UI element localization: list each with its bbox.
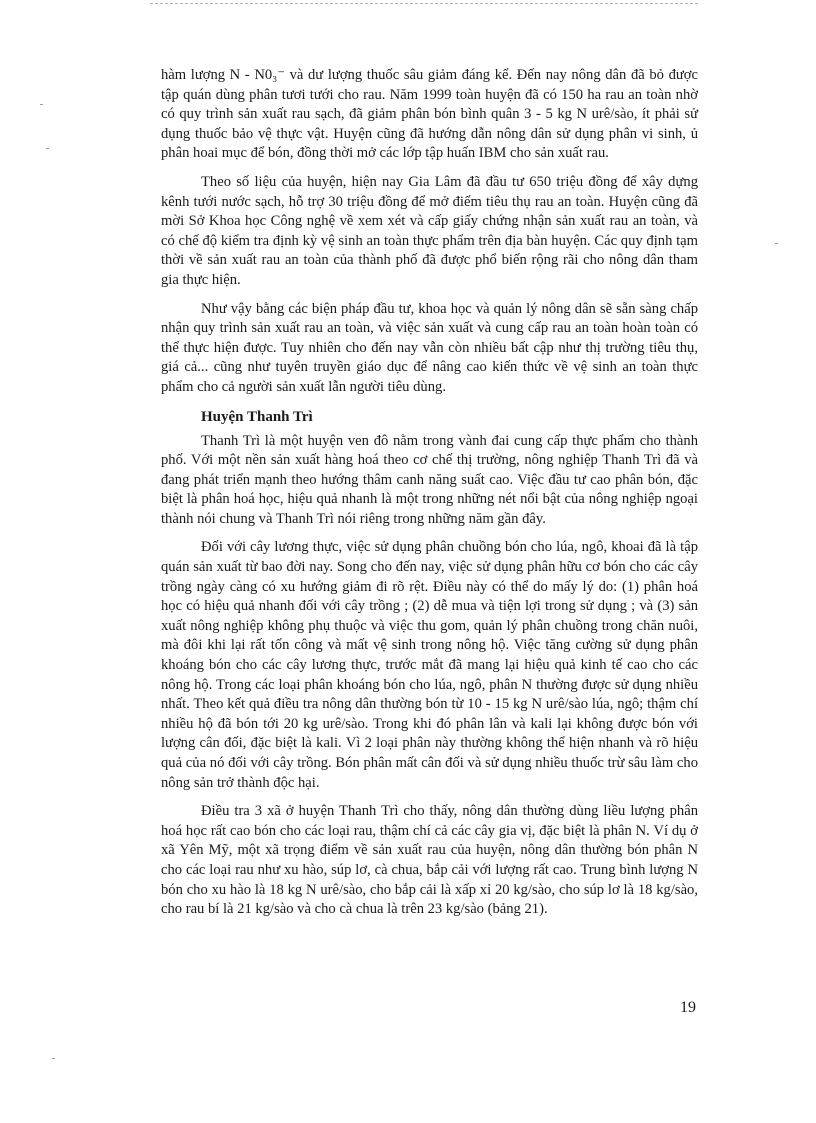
scan-speck — [46, 148, 49, 149]
page-number: 19 — [680, 999, 696, 1016]
paragraph-3: Như vậy bằng các biện pháp đầu tư, khoa học và quản lý nông dân sẽ sẵn sàng chấp nhận quy trình sản xuất rau an toàn, và việc sản xuất và cung cấp rau an toàn hoàn toàn có thể thực hiện được. Tuy nhiên cho đến nay vẫn còn nhiều bất cập như thị trường tiêu thụ, giá cả... cũng như tuyên truyền giáo dục để nâng cao kiến thức về vệ sinh an toàn thực phẩm cho cả người sản xuất lẫn người tiêu dùng. — [161, 300, 698, 395]
scan-speck — [40, 104, 43, 105]
section-heading: Huyện Thanh Trì — [201, 408, 313, 425]
paragraph-1: hàm lượng N - N0₃⁻ và dư lượng thuốc sâu giảm đáng kể. Đến nay nông dân đã bỏ được tập quán dùng phân tươi tưới cho rau. Năm 1999 toàn huyện đã có 150 ha rau an toàn nhờ có quy trình sản xuất rau sạch, đã giảm phân bón bình quân 3 - 5 kg N urê/sào, ít phải sử dụng thuốc bảo vệ thực vật. Huyện cũng đã hướng dẫn nông dân sử dụng phân vi sinh, ủ phân hoai mục để bón, đồng thời mở các lớp tập huấn IBM cho sản xuất rau. — [161, 67, 698, 162]
document-page — [161, 66, 698, 929]
paragraph-6: Điều tra 3 xã ở huyện Thanh Trì cho thấy, nông dân thường dùng liều lượng phân hoá học rất cao bón cho các loại rau, thậm chí cả các cây gia vị, đặc biệt là phân N. Ví dụ ở xã Yên Mỹ, một xã trọng điểm về sản xuất rau của huyện, nông dân thường bón phân N cho các loại rau như xu hào, súp lơ, cà chua, bắp cải với lượng rất cao. Trung bình lượng N bón cho xu hào là 18 kg N urê/sào, cho bắp cải là xấp xỉ 20 kg/sào, cho súp lơ là 18 kg/sào, cho rau bí là 21 kg/sào và cho cà chua là trên 23 kg/sào (bảng 21). — [161, 803, 698, 918]
scan-top-border — [150, 3, 698, 4]
scan-speck — [52, 1058, 55, 1059]
paragraph-5: Đối với cây lương thực, việc sử dụng phân chuồng bón cho lúa, ngô, khoai đã là tập quán sản xuất từ bao đời nay. Song cho đến nay, việc sử dụng phân hữu cơ bón cho các cây trồng ngày càng có xu hướng giảm đi rõ rệt. Điều này có thể do mấy lý do: (1) phân hoá học có hiệu quả nhanh đối với cây trồng ; (2) dễ mua và tiện lợi trong sử dụng ; và (3) sản xuất nông nghiệp không phụ thuộc và việc thu gom, quản lý phân chuồng trong chăn nuôi, mà đôi khi lại rất tốn công và mất vệ sinh trong nông hộ. Việc tăng cường sử dụng phân khoáng bón cho các cây lương thực, trước mắt đã mang lại hiệu quả kinh tế cao cho các nông hộ. Trong các loại phân khoáng bón cho lúa, ngô, phân N thường được sử dụng nhiều nhất. Theo kết quả điều tra nông dân thường bón từ 10 - 15 kg N urê/sào lúa, ngô; thậm chí nhiều hộ đã bón tới 20 kg urê/sào. Trong khi đó phân lân và kali lại không được bón với lượng cân đối, đặc biệt là kali. Vì 2 loại phân này thường không thể hiện nhanh và rõ hiệu quả của nó đối với cây trồng. Bón phân mất cân đối và sử dụng nhiều thuốc trừ sâu làm cho nông sản trở thành độc hại. — [161, 539, 698, 791]
paragraph-4: Thanh Trì là một huyện ven đô nằm trong vành đai cung cấp thực phẩm cho thành phố. Với một nền sản xuất hàng hoá theo cơ chế thị trường, nông nghiệp Thanh Trì đã và đang phát triển mạnh theo hướng thâm canh năng suất cao. Việc đầu tư cao phân bón, đặc biệt là phân hoá học, hiệu quả nhanh là một trong những nét nổi bật của nông nghiệp ngoại thành nói chung và Thanh Trì nói riêng trong những năm gần đây. — [161, 432, 698, 527]
paragraph-2: Theo số liệu của huyện, hiện nay Gia Lâm đã đầu tư 650 triệu đồng để xây dựng kênh tưới nước sạch, hỗ trợ 30 triệu đồng để mở điểm tiêu thụ rau an toàn. Huyện cũng đã mời Sở Khoa học Công nghệ về xem xét và cấp giấy chứng nhận sản xuất rau an toàn, và có chế độ kiểm tra định kỳ vệ sinh an toàn thực phẩm trên địa bàn huyện. Các quy định tạm thời về sản xuất rau an toàn của thành phố đã được phổ biến rộng rãi cho nông dân tham gia thực hiện. — [161, 173, 698, 288]
scan-speck — [775, 243, 778, 244]
